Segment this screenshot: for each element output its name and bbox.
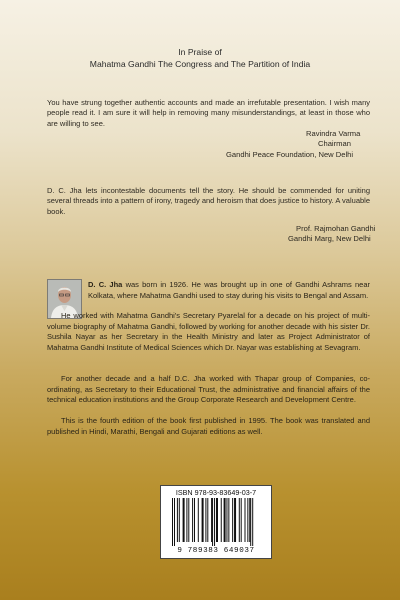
praise-heading-line2: Mahatma Gandhi The Congress and The Partition of India: [89, 59, 311, 69]
attribution-name: Ravindra Varma: [306, 129, 361, 138]
author-bio-para4: [47, 416, 370, 437]
barcode-bars: [170, 498, 262, 546]
barcode-number: 9 789383 649037: [177, 547, 255, 555]
praise-quote-gandhi: D. C. Jha lets incontestable documents tell the story. He should be commended for uniting several threads into a pattern of irony, tragedy and heroism that does justice to history. A valuable book.: [47, 186, 370, 216]
attribution-org: Gandhi Peace Foundation, New Delhi: [226, 149, 354, 159]
author-name: D. C. Jha: [88, 280, 123, 289]
isbn-barcode: [160, 485, 272, 559]
praise-heading: [0, 46, 400, 70]
praise-heading-line1: In Praise of: [178, 47, 222, 57]
author-bio-intro: [88, 280, 370, 301]
praise-quote-varma: You have strung together authentic accounts and made an irrefutable presentation. I wish many people read it. I am sure it will help in removing many misunderstandings, at least in those who are willing to see.: [47, 98, 370, 128]
author-para2-text: He worked with Mahatma Gandhi's Secretary Pyarelal for a decade on his project of multi-volume biography of Mahatma Gandhi, followed by working for another decade with his sister Dr. Sushila Nayar as her Secretary in the Health Ministry and later as Project Administrator of Mahatma Gandhi Institute of Medical Sciences which Dr. Nayar was establishing at Sevagram.: [47, 311, 370, 352]
author-intro-text: was born in 1926. He was brought up in one of Gandhi Ashrams near Kolkata, where Mahatma Gandhi used to stay during his visits to Bengal and Assam.: [88, 280, 370, 300]
author-bio-para3: [47, 374, 370, 406]
praise-attribution-gandhi: [288, 224, 378, 245]
isbn-label: ISBN 978-93-83649-03-7: [175, 488, 257, 497]
attribution-role: Chairman: [318, 139, 351, 149]
author-para4-text: This is the fourth edition of the book first published in 1995. The book was translated and published in Hindi, Marathi, Bengali and Gujarati editions as well.: [47, 416, 370, 436]
attribution-name: Prof. Rajmohan Gandhi: [296, 224, 376, 233]
praise-attribution-varma: [220, 129, 370, 160]
author-bio-para2: [47, 311, 370, 353]
attribution-org: Gandhi Marg, New Delhi: [288, 234, 371, 244]
author-para3-text: For another decade and a half D.C. Jha worked with Thapar group of Companies, co-ordinating, as Secretary to their Educational Trust, the administrative and financial affairs of the technical education institutions and the Group Corporate Research and Development Centre.: [47, 374, 370, 404]
